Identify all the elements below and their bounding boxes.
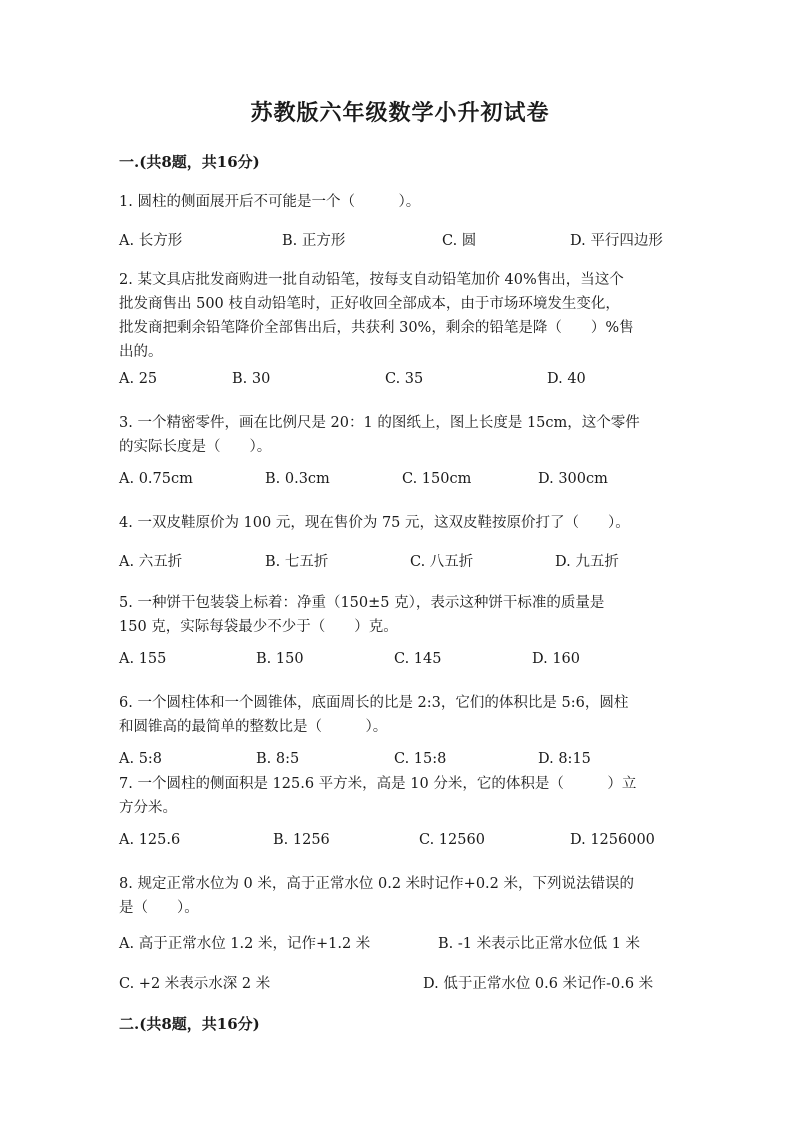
question-6-option-c[interactable]: C. 15:8 [394,751,447,767]
question-3-option-a[interactable]: A. 0.75cm [119,471,193,487]
question-8-option-b[interactable]: B. -1 米表示比正常水位低 1 米 [438,936,641,952]
question-5-option-d[interactable]: D. 160 [532,651,581,667]
exam-title: 苏教版六年级数学小升初试卷 [250,100,550,126]
question-3-text-line-2: 的实际长度是（ ）。 [119,439,272,455]
question-1-option-c[interactable]: C. 圆 [442,233,477,249]
question-8-text-line-1: 8. 规定正常水位为 0 米，高于正常水位 0.2 米时记作+0.2 米，下列说法错误的 [119,876,634,892]
question-1-option-a[interactable]: A. 长方形 [119,233,183,249]
section-heading-1: 一.(共8题，共16分) [119,153,260,171]
question-7-option-c[interactable]: C. 12560 [419,832,485,848]
question-1-option-b[interactable]: B. 正方形 [282,233,346,249]
question-3-option-c[interactable]: C. 150cm [402,471,472,487]
question-7-option-b[interactable]: B. 1256 [273,832,330,848]
question-6-option-a[interactable]: A. 5:8 [119,751,163,767]
question-2-text-line-2: 批发商售出 500 枝自动铅笔时，正好收回全部成本，由于市场环境发生变化， [119,296,620,312]
question-4-text: 4. 一双皮鞋原价为 100 元，现在售价为 75 元，这双皮鞋按原价打了（ ）。 [119,515,630,531]
question-3-option-d[interactable]: D. 300cm [538,471,608,487]
question-8-option-c[interactable]: C. +2 米表示水深 2 米 [119,976,271,992]
question-8-option-a[interactable]: A. 高于正常水位 1.2 米，记作+1.2 米 [119,936,371,952]
question-4-option-b[interactable]: B. 七五折 [265,554,329,570]
question-6-option-b[interactable]: B. 8:5 [256,751,300,767]
question-6-option-d[interactable]: D. 8:15 [538,751,591,767]
question-5-option-a[interactable]: A. 155 [119,651,167,667]
question-4-option-d[interactable]: D. 九五折 [555,554,619,570]
question-2-text-line-4: 出的。 [119,344,163,360]
question-1-option-d[interactable]: D. 平行四边形 [570,233,663,249]
question-6-text-line-1: 6. 一个圆柱体和一个圆锥体，底面周长的比是 2:3，它们的体积比是 5:6，圆柱 [119,695,629,711]
question-1-text: 1. 圆柱的侧面展开后不可能是一个（ ）。 [119,194,421,210]
question-3-option-b[interactable]: B. 0.3cm [265,471,330,487]
question-7-text-line-2: 方分米。 [119,800,177,816]
question-4-option-c[interactable]: C. 八五折 [410,554,474,570]
question-3-text-line-1: 3. 一个精密零件，画在比例尺是 20：1 的图纸上，图上长度是 15cm，这个零件 [119,415,640,431]
question-2-option-a[interactable]: A. 25 [119,371,158,387]
question-2-text-line-3: 批发商把剩余铅笔降价全部售出后，共获利 30%，剩余的铅笔是降（ ）%售 [119,320,634,336]
section-heading-2: 二.(共8题，共16分) [119,1015,260,1033]
question-8-option-d[interactable]: D. 低于正常水位 0.6 米记作-0.6 米 [423,976,654,992]
question-5-text-line-1: 5. 一种饼干包装袋上标着：净重（150±5 克），表示这种饼干标准的质量是 [119,595,605,611]
question-5-text-line-2: 150 克，实际每袋最少不少于（ ）克。 [119,619,398,635]
question-2-text-line-1: 2. 某文具店批发商购进一批自动铅笔，按每支自动铅笔加价 40%售出，当这个 [119,272,624,288]
question-2-option-d[interactable]: D. 40 [547,371,586,387]
question-5-option-b[interactable]: B. 150 [256,651,304,667]
question-5-option-c[interactable]: C. 145 [394,651,442,667]
question-8-text-line-2: 是（ ）。 [119,900,199,916]
question-7-option-a[interactable]: A. 125.6 [119,832,181,848]
question-6-text-line-2: 和圆锥高的最简单的整数比是（ ）。 [119,719,388,735]
question-4-option-a[interactable]: A. 六五折 [119,554,183,570]
question-7-text-line-1: 7. 一个圆柱的侧面积是 125.6 平方米，高是 10 分米，它的体积是（ ）立 [119,776,637,792]
question-2-option-b[interactable]: B. 30 [232,371,271,387]
question-7-option-d[interactable]: D. 1256000 [570,832,655,848]
question-2-option-c[interactable]: C. 35 [385,371,424,387]
